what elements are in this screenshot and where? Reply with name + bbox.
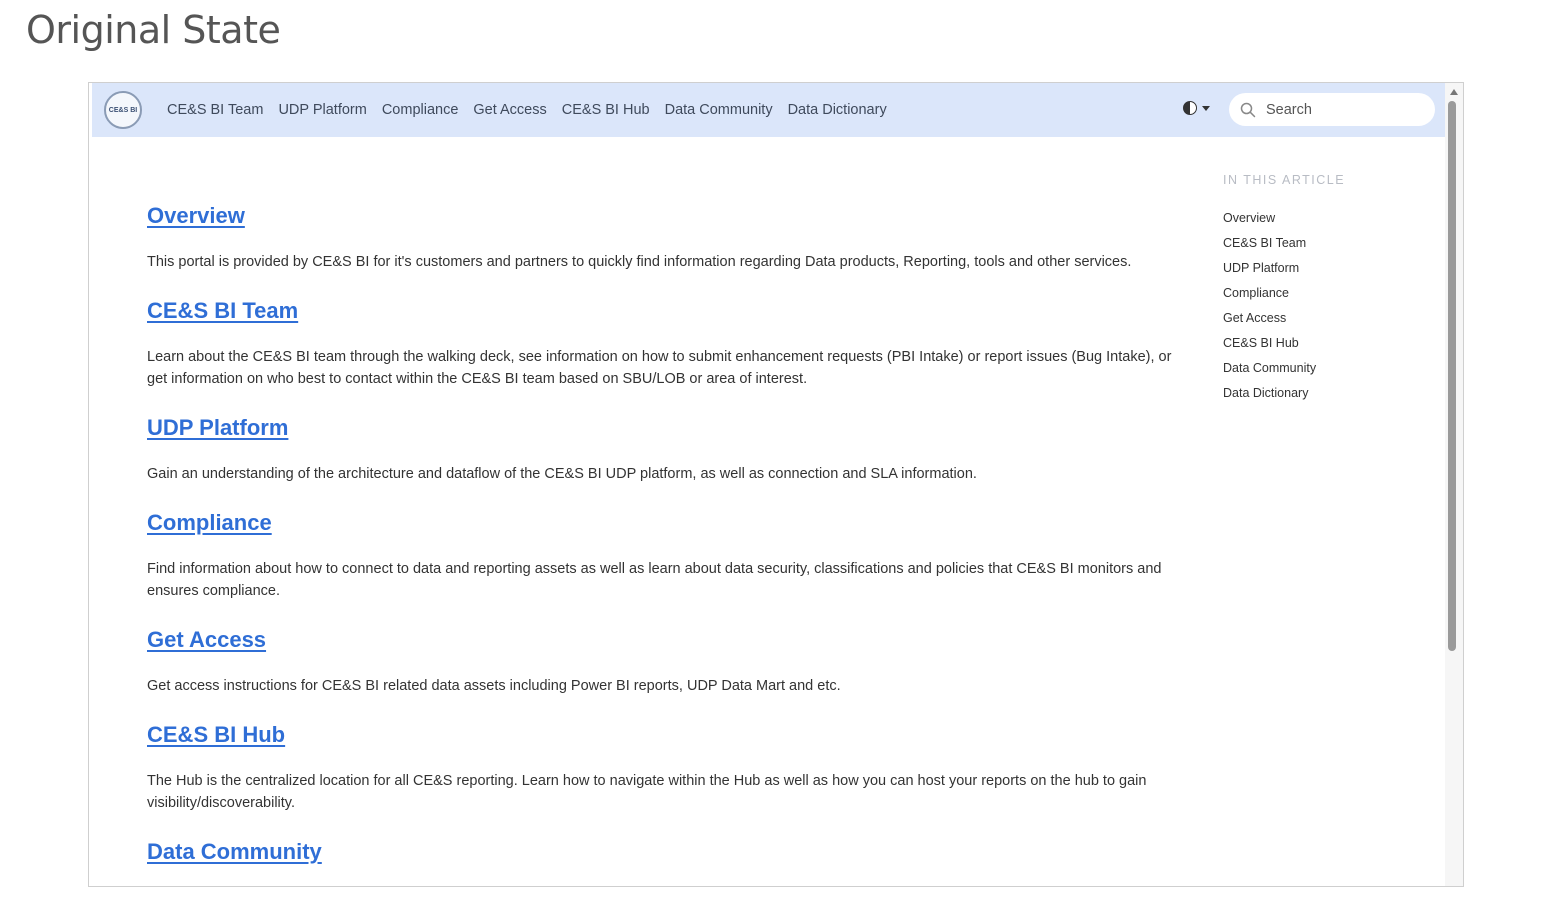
page-heading: Original State xyxy=(26,8,281,52)
section-compliance xyxy=(147,508,1187,602)
section-get-access xyxy=(147,625,1187,697)
scroll-up-arrow-icon[interactable] xyxy=(1450,89,1458,95)
toc-heading: IN THIS ARTICLE xyxy=(1223,173,1346,187)
toc-item-ces-bi-team[interactable]: CE&S BI Team xyxy=(1223,236,1307,250)
logo-text: CE&S BI xyxy=(108,106,138,114)
nav-link-compliance[interactable]: Compliance xyxy=(381,102,459,118)
top-navbar xyxy=(92,83,1445,137)
nav-links xyxy=(167,102,902,118)
nav-link-data-dictionary[interactable]: Data Dictionary xyxy=(787,102,887,118)
section-data-community xyxy=(147,837,1187,887)
toc-item-udp-platform[interactable]: UDP Platform xyxy=(1223,261,1300,275)
article-content xyxy=(147,201,1187,887)
section-text-get-access: Get access instructions for CE&S BI related data assets including Power BI reports, UDP Data Mart and etc. xyxy=(147,678,841,694)
vertical-scrollbar[interactable] xyxy=(1445,83,1463,886)
toc-item-compliance[interactable]: Compliance xyxy=(1223,286,1290,300)
nav-link-ces-bi-hub[interactable]: CE&S BI Hub xyxy=(561,102,650,118)
section-title-ces-bi-team[interactable]: CE&S BI Team xyxy=(147,298,299,323)
section-text-compliance: Find information about how to connect to data and reporting assets as well as learn about data security, classifications and policies that CE&S BI monitors and ensures compliance. xyxy=(147,561,1162,599)
toc-item-overview[interactable]: Overview xyxy=(1223,211,1276,225)
toc-item-ces-bi-hub[interactable]: CE&S BI Hub xyxy=(1223,336,1299,350)
section-title-ces-bi-hub[interactable]: CE&S BI Hub xyxy=(147,722,286,747)
nav-link-data-community[interactable]: Data Community xyxy=(664,102,773,118)
section-title-udp-platform[interactable]: UDP Platform xyxy=(147,415,289,440)
caret-down-icon xyxy=(1202,106,1210,111)
search-box[interactable] xyxy=(1229,93,1435,126)
section-text-ces-bi-hub: The Hub is the centralized location for all CE&S reporting. Learn how to navigate within the Hub as well as how you can host your reports on the hub to gain visibility/discoverability. xyxy=(147,773,1147,811)
nav-link-get-access[interactable]: Get Access xyxy=(473,102,547,118)
section-title-data-community[interactable]: Data Community xyxy=(147,839,322,864)
scrollbar-thumb[interactable] xyxy=(1448,101,1456,651)
toc-item-data-community[interactable]: Data Community xyxy=(1223,361,1317,375)
browser-frame xyxy=(88,82,1464,887)
section-text-overview: This portal is provided by CE&S BI for it's customers and partners to quickly find information regarding Data products, Reporting, tools and other services. xyxy=(147,254,1132,270)
in-this-article-toc xyxy=(1223,173,1373,411)
half-circle-contrast-icon xyxy=(1183,101,1197,115)
toc-item-data-dictionary[interactable]: Data Dictionary xyxy=(1223,386,1309,400)
search-icon xyxy=(1240,102,1256,118)
nav-link-ces-bi-team[interactable]: CE&S BI Team xyxy=(167,102,264,118)
section-udp-platform xyxy=(147,413,1187,485)
section-ces-bi-team xyxy=(147,296,1187,390)
section-text-ces-bi-team: Learn about the CE&S BI team through the walking deck, see information on how to submit enhancement requests (PBI Intake) or report issues (Bug Intake), or get information on who best to contact within the CE&S BI team based on SBU/LOB or area of interest. xyxy=(147,349,1172,387)
search-input[interactable] xyxy=(1264,101,1418,119)
nav-link-udp-platform[interactable]: UDP Platform xyxy=(278,102,367,118)
section-overview xyxy=(147,201,1187,273)
section-title-overview[interactable]: Overview xyxy=(147,203,245,228)
section-ces-bi-hub xyxy=(147,720,1187,814)
toc-item-get-access[interactable]: Get Access xyxy=(1223,311,1287,325)
section-title-get-access[interactable]: Get Access xyxy=(147,627,267,652)
section-text-udp-platform: Gain an understanding of the architecture and dataflow of the CE&S BI UDP platform, as well as connection and SLA information. xyxy=(147,466,977,482)
theme-toggle-button[interactable] xyxy=(1183,101,1210,115)
section-title-compliance[interactable]: Compliance xyxy=(147,510,272,535)
site-logo[interactable] xyxy=(104,91,142,129)
